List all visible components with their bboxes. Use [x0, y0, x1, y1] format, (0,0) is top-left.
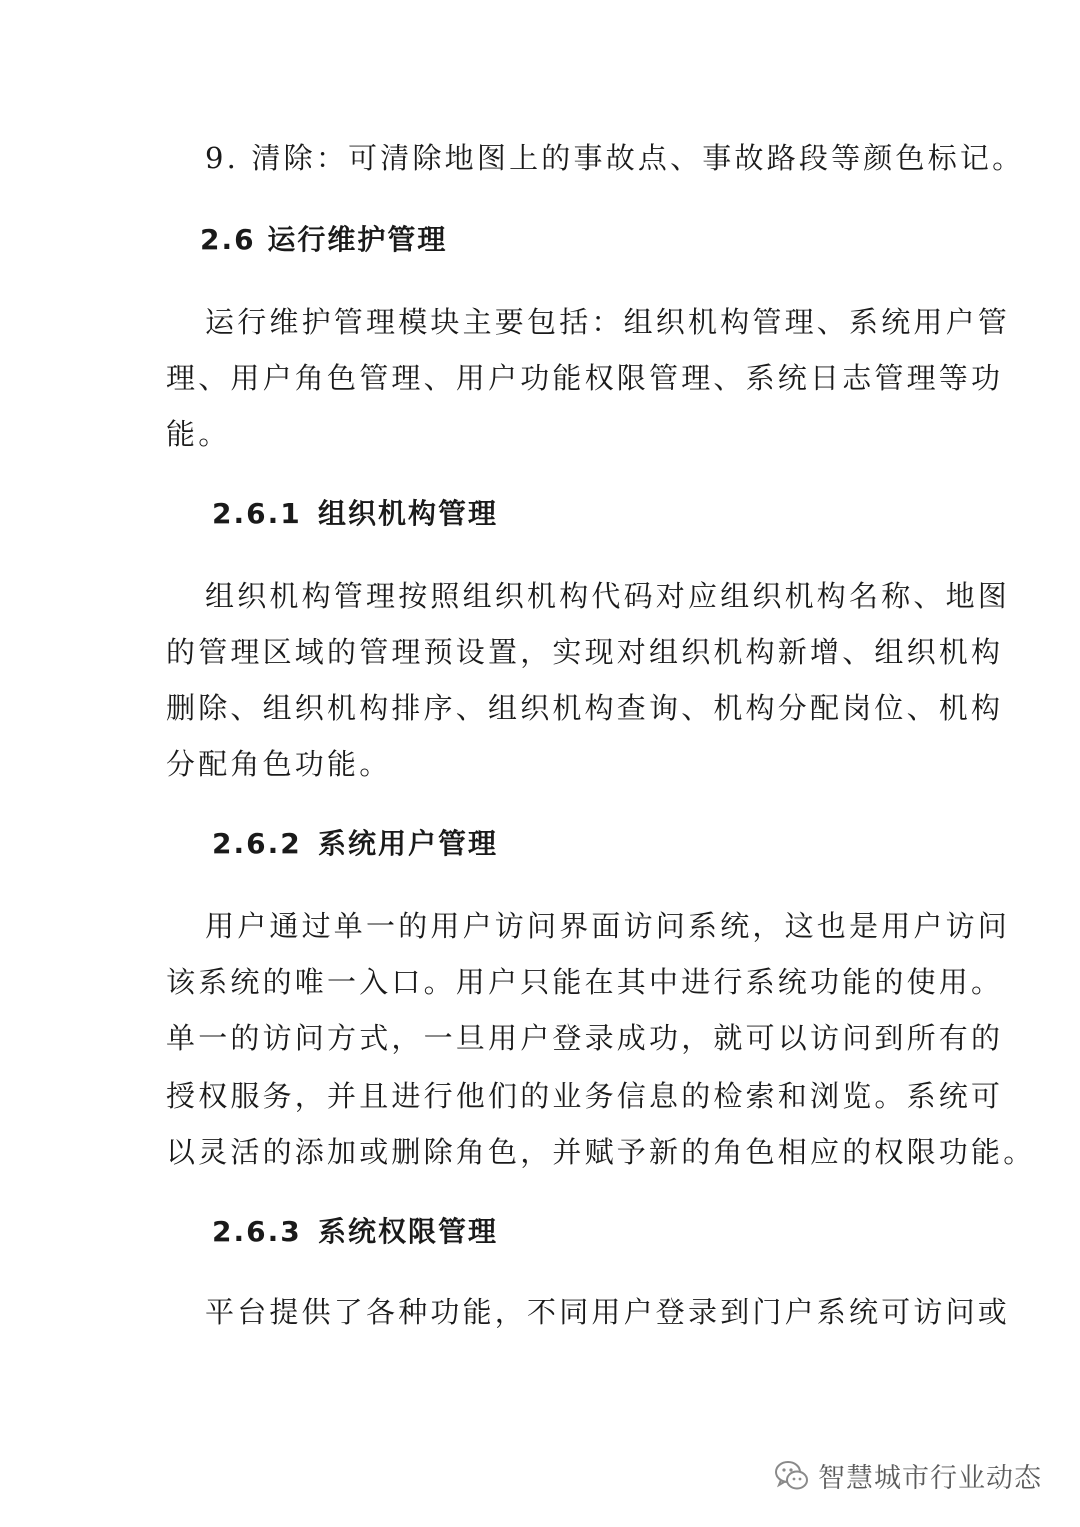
paragraph-line: 以灵活的添加或删除角色，并赋予新的角色相应的权限功能。	[166, 1135, 1036, 1169]
wechat-icon	[774, 1459, 810, 1493]
heading-2-6-1	[212, 494, 498, 534]
heading-number: 2.6.2	[212, 827, 302, 860]
watermark	[774, 1456, 1042, 1495]
paragraph-line: 理、用户角色管理、用户功能权限管理、系统日志管理等功	[166, 361, 1004, 395]
heading-title: 系统权限管理	[318, 1215, 499, 1248]
paragraph-line: 的管理区域的管理预设置，实现对组织机构新增、组织机构	[166, 635, 1004, 669]
paragraph-line: 运行维护管理模块主要包括：组织机构管理、系统用户管	[205, 305, 1011, 339]
paragraph-line: 分配角色功能。	[166, 747, 392, 781]
paragraph-line: 能。	[166, 417, 231, 451]
paragraph-line: 该系统的唯一入口。用户只能在其中进行系统功能的使用。	[166, 965, 1004, 999]
paragraph-item-9: 9. 清除：可清除地图上的事故点、事故路段等颜色标记。	[205, 141, 1025, 175]
paragraph-line: 用户通过单一的用户访问界面访问系统，这也是用户访问	[205, 909, 1011, 943]
paragraph-line: 组织机构管理按照组织机构代码对应组织机构名称、地图	[205, 579, 1011, 613]
heading-number: 2.6.1	[212, 497, 302, 530]
heading-2-6-2	[212, 824, 498, 864]
paragraph-line: 授权服务，并且进行他们的业务信息的检索和浏览。系统可	[166, 1079, 1004, 1113]
paragraph-line: 平台提供了各种功能，不同用户登录到门户系统可访问或	[205, 1295, 1011, 1329]
paragraph-line: 单一的访问方式，一旦用户登录成功，就可以访问到所有的	[166, 1021, 1004, 1055]
heading-2-6-3	[212, 1212, 498, 1252]
heading-2-6: 2.6 运行维护管理	[200, 223, 448, 256]
paragraph-line: 删除、组织机构排序、组织机构查询、机构分配岗位、机构	[166, 691, 1004, 725]
heading-title: 组织机构管理	[318, 497, 499, 530]
heading-number: 2.6.3	[212, 1215, 302, 1248]
watermark-text: 智慧城市行业动态	[818, 1463, 1042, 1494]
heading-title: 系统用户管理	[318, 827, 499, 860]
